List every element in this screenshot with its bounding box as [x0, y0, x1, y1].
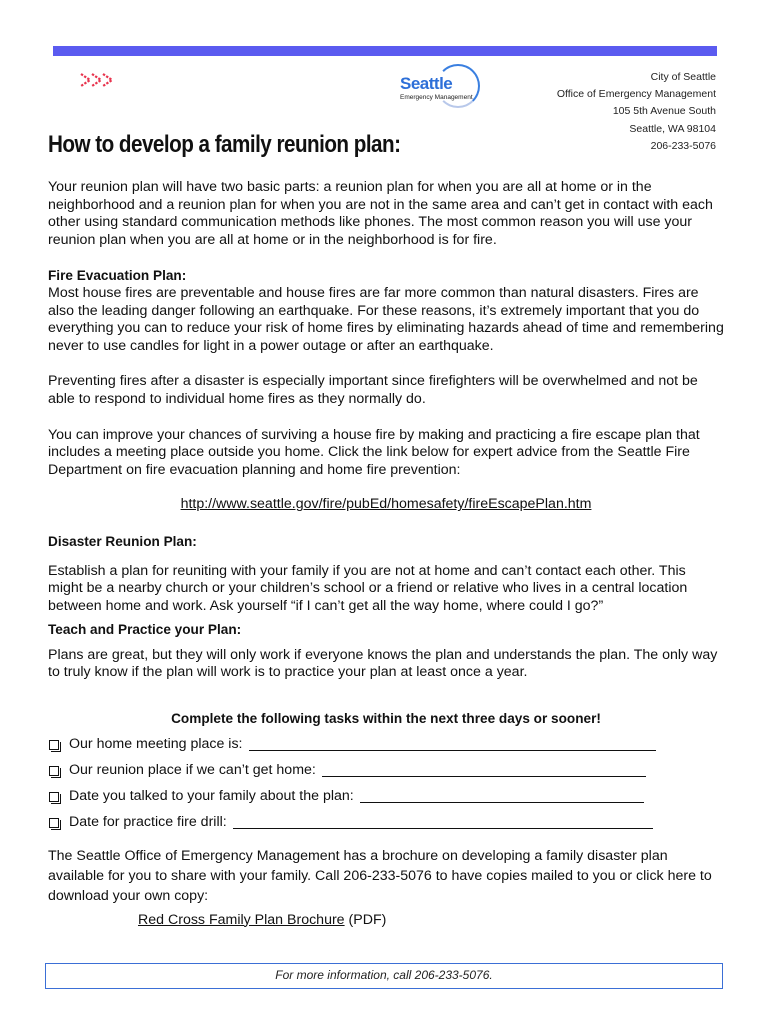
pdf-suffix: (PDF)	[344, 911, 387, 928]
task-checklist	[48, 728, 724, 832]
address-line: 105 5th Avenue South	[612, 105, 716, 118]
brochure-link-row	[48, 912, 724, 930]
reunion-paragraph: Establish a plan for reuniting with your family if you are not at home and can’t contact each other. This might be a nearby church or your children’s school or a friend or relative who lives in a central location between home and work. Ask yourself “if I can’t get all the way home, where could I go?”	[48, 562, 688, 614]
checkbox[interactable]	[49, 818, 59, 828]
fire-escape-plan-link[interactable]: http://www.seattle.gov/fire/pubEd/homesafety/fireEscapePlan.htm	[180, 496, 592, 513]
address-line: 206-233-5076	[650, 139, 716, 152]
footer-text: For more information, call 206-233-5076.	[275, 968, 493, 982]
task-label: Our reunion place if we can’t get home:	[69, 762, 316, 779]
logo-text: Seattle	[400, 74, 453, 93]
checkbox[interactable]	[49, 740, 59, 750]
fill-in-line[interactable]	[360, 788, 644, 803]
address-line: Office of Emergency Management	[556, 88, 716, 101]
double-chevron-icon	[78, 72, 122, 88]
fire-paragraph-2: Preventing fires after a disaster is especially important since firefighters will be overwhelmed and not be able to respond to individual home fires as they normally do.	[48, 373, 698, 407]
task-label: Our home meeting place is:	[69, 736, 243, 753]
fire-paragraph-1: Most house fires are preventable and house fires are far more common than natural disasters. Fires are also the leading danger following an earthquake. For these reasons, it’s extremely important that you do everything you can to reduce your risk of home fires by eliminating hazards ahead of time and remembering never to use candles for light in a power outage or after an earthquake.	[48, 284, 724, 354]
checkbox[interactable]	[49, 792, 59, 802]
page-title: How to develop a family reunion plan:	[48, 131, 401, 158]
address-line: Seattle, WA 98104	[629, 122, 716, 135]
fill-in-line[interactable]	[233, 814, 653, 829]
address-line: City of Seattle	[650, 71, 716, 83]
brochure-paragraph: The Seattle Office of Emergency Management has a brochure on developing a family disaster plan available for you to share with your family. Call 206-233-5076 to have copies mailed to you or click here to download your own copy:	[48, 847, 712, 904]
top-accent-bar	[53, 46, 717, 56]
task-item	[48, 754, 724, 780]
task-label: Date for practice fire drill:	[69, 814, 227, 831]
fill-in-line[interactable]	[322, 762, 646, 777]
practice-heading: Teach and Practice your Plan:	[48, 622, 242, 638]
fire-plan-heading: Fire Evacuation Plan:	[48, 268, 187, 284]
fire-paragraph-3: You can improve your chances of surviving a house fire by making and practicing a fire escape plan that includes a meeting place outside you home. Click the link below for expert advice from the Seattle Fire Department on fire evacuation planning and home fire prevention:	[48, 426, 700, 478]
document-body	[48, 179, 724, 929]
practice-paragraph: Plans are great, but they will only work if everyone knows the plan and understands the plan. The only way to truly know if the plan will work is to practice your plan at least once a year.	[48, 646, 718, 681]
logo-subtext: Emergency Management	[400, 94, 473, 101]
tasks-heading: Complete the following tasks within the next three days or sooner!	[171, 711, 601, 727]
checkbox[interactable]	[49, 766, 59, 776]
intro-paragraph: Your reunion plan will have two basic parts: a reunion plan for when you are all at home or in the neighborhood and a reunion plan for when you are not in the same area and can’t get in contact with each other using standard communication methods like phones. The most common reason you will use your reunion plan when you are all at home or in the neighborhood is for fire.	[48, 179, 713, 248]
brochure-pdf-link[interactable]: Red Cross Family Plan Brochure	[138, 911, 345, 928]
task-label: Date you talked to your family about the plan:	[69, 788, 354, 805]
task-item	[48, 728, 724, 754]
task-item	[48, 780, 724, 806]
fill-in-line[interactable]	[249, 736, 656, 751]
office-address	[557, 69, 716, 155]
fire-link-row	[48, 496, 724, 514]
task-item	[48, 806, 724, 832]
footer-box	[45, 963, 723, 989]
reunion-plan-heading: Disaster Reunion Plan:	[48, 533, 197, 549]
seattle-oem-logo	[396, 64, 476, 110]
